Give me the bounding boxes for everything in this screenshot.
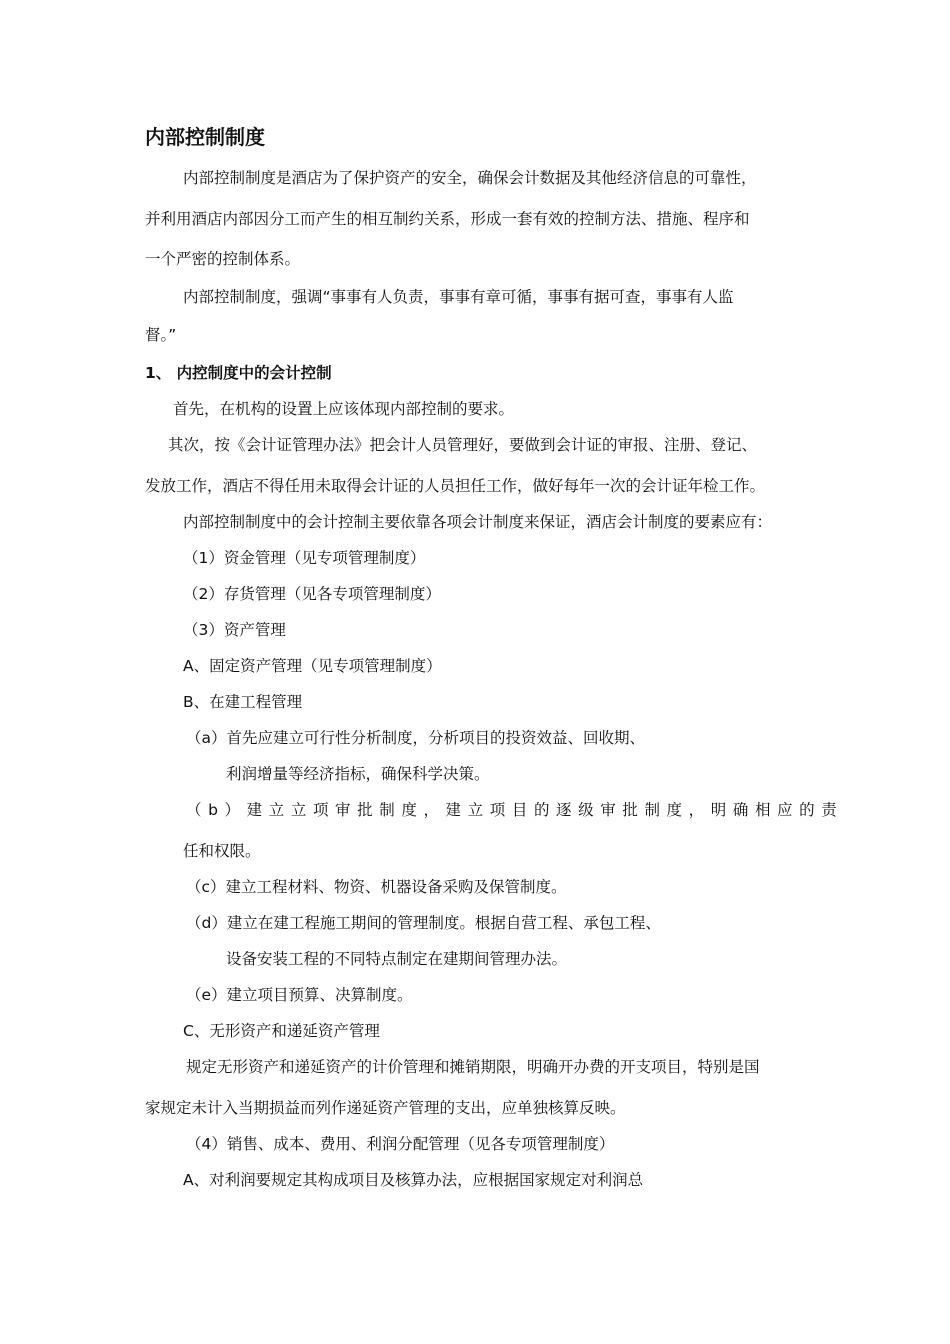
section-1-paragraph-1: 首先，在机构的设置上应该体现内部控制的要求。 xyxy=(173,400,515,418)
sub-item-b-line-1: （b）建立立项审批制度，建立项目的逐级审批制度，明确相应的责 xyxy=(186,801,844,819)
list-item-2: （2）存货管理（见各专项管理制度） xyxy=(183,585,441,603)
section-1-paragraph-2-line-1: 其次，按《会计证管理办法》把会计人员管理好，要做到会计证的审报、注册、登记、 xyxy=(168,436,758,454)
item-3-c-paragraph-line-1: 规定无形资产和递延资产的计价管理和摊销期限，明确开办费的开支项目，特别是国 xyxy=(186,1058,760,1076)
emphasis-paragraph-line-1: 内部控制制度，强调“事事有人负责，事事有章可循，事事有据可查，事事有人监 xyxy=(183,288,734,306)
item-3-c-paragraph-line-2: 家规定未计入当期损益而列作递延资产管理的支出，应单独核算反映。 xyxy=(145,1099,626,1117)
list-item-4-a: A、对利润要规定其构成项目及核算办法，应根据国家规定对利润总 xyxy=(183,1171,644,1189)
sub-item-d-line-1: （d）建立在建工程施工期间的管理制度。根据自营工程、承包工程、 xyxy=(186,914,661,932)
sub-item-b-line-2: 任和权限。 xyxy=(183,842,261,860)
document-title: 内部控制制度 xyxy=(145,125,265,149)
list-item-4: （4）销售、成本、费用、利润分配管理（见各专项管理制度） xyxy=(186,1135,615,1153)
list-item-1: （1）资金管理（见专项管理制度） xyxy=(183,549,426,567)
intro-paragraph-line-3: 一个严密的控制体系。 xyxy=(145,250,301,268)
sub-item-a-line-2: 利润增量等经济指标，确保科学决策。 xyxy=(226,765,490,783)
list-item-3-b: B、在建工程管理 xyxy=(183,693,303,711)
intro-paragraph-line-2: 并利用酒店内部因分工而产生的相互制约关系，形成一套有效的控制方法、措施、程序和 xyxy=(145,210,750,228)
sub-item-a-line-1: （a）首先应建立可行性分析制度，分析项目的投资效益、回收期、 xyxy=(186,729,646,747)
section-1-heading: 1、 内控制度中的会计控制 xyxy=(145,364,332,382)
intro-paragraph-line-1: 内部控制制度是酒店为了保护资产的安全，确保会计数据及其他经济信息的可靠性， xyxy=(183,169,757,187)
emphasis-paragraph-line-2: 督。” xyxy=(145,326,177,344)
section-1-paragraph-3: 内部控制制度中的会计控制主要依靠各项会计制度来保证，酒店会计制度的要素应有： xyxy=(183,513,773,531)
sub-item-e: （e）建立项目预算、决算制度。 xyxy=(186,986,413,1004)
list-item-3-c: C、无形资产和递延资产管理 xyxy=(183,1022,380,1040)
section-1-paragraph-2-line-2: 发放工作，酒店不得任用未取得会计证的人员担任工作，做好每年一次的会计证年检工作。 xyxy=(145,477,766,495)
sub-item-d-line-2: 设备安装工程的不同特点制定在建期间管理办法。 xyxy=(226,950,568,968)
list-item-3-a: A、固定资产管理（见专项管理制度） xyxy=(183,657,442,675)
list-item-3: （3）资产管理 xyxy=(183,621,286,639)
sub-item-c: （c）建立工程材料、物资、机器设备采购及保管制度。 xyxy=(186,878,567,896)
